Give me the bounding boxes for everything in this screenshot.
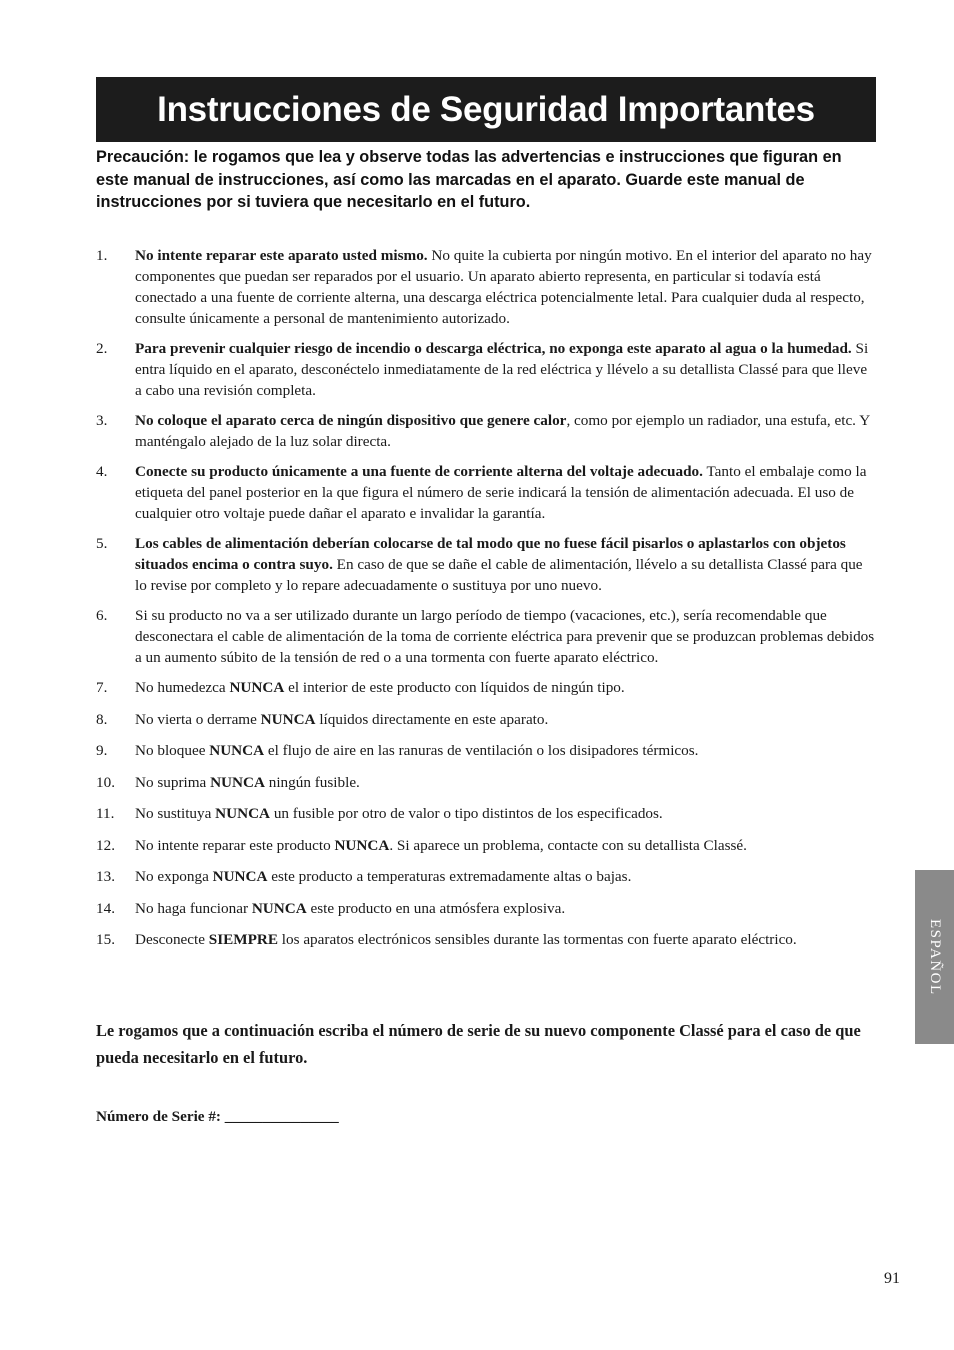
item-text: los aparatos electrónicos sensibles durante las tormentas con fuerte aparato eléctrico. [278,931,797,948]
item-number: 14. [96,899,115,917]
item-bold-text: NUNCA [212,868,268,885]
list-item [96,803,876,824]
item-number: 7. [96,679,108,696]
item-bold-text: NUNCA [215,805,271,822]
list-item [96,533,876,596]
item-text: No sustituya [135,805,216,822]
item-bold-text: SIEMPRE [208,931,278,948]
item-number: 8. [96,710,108,728]
item-number: 13. [96,868,115,885]
item-text: , como por ejemplo un radiador, una estufa, etc. Y manténgalo alejado de la luz solar directa. [135,412,870,450]
serial-number-field: Número de Serie #: _______________ [96,1108,339,1125]
list-item [96,835,876,856]
page-title: Instrucciones de Seguridad Importantes [157,89,815,129]
list-item [96,338,876,401]
item-text: el interior de este producto con líquidos de ningún tipo. [284,679,625,696]
item-number: 6. [96,607,108,624]
item-number: 2. [96,340,108,357]
item-bold-text: No intente reparar este aparato usted mismo. [135,247,428,264]
serial-request-paragraph: Le rogamos que a continuación escriba el número de serie de su nuevo componente Classé para el caso de que pueda necesitarlo en el futuro. [96,1021,861,1067]
page-number: 91 [884,1270,900,1287]
item-bold-text: Los cables de alimentación deberían colocarse de tal modo que no fuese fácil pisarlos o aplastarlos con objetos situados encima o contra suyo. [135,535,846,573]
item-text: No suprima [135,773,211,791]
language-tab [915,870,954,1044]
item-number: 11. [96,805,115,822]
item-bold-text: Conecte su producto únicamente a una fuente de corriente alterna del voltaje adecuado. [135,463,703,480]
item-text: este producto a temperaturas extremadamente altas o bajas. [267,868,632,885]
item-text: . Si aparece un problema, contacte con su detallista Classé. [389,836,747,854]
item-text: este producto en una atmósfera explosiva. [306,899,566,917]
item-bold-text: No coloque el aparato cerca de ningún dispositivo que genere calor [135,412,567,429]
item-text: No quite la cubierta por ningún motivo. En el interior del aparato no hay componentes que puedan ser reparados por el usuario. Un aparato abierto representa, en particular si todavía está conectado a una fuente de corriente alterna, una descarga eléctrica potencialmente letal. Para cualquier duda al respecto, consulte únicamente a personal de mantenimiento autorizado. [135,247,872,327]
list-item [96,245,876,329]
item-text: líquidos directamente en este aparato. [315,710,549,728]
item-number: 4. [96,463,108,480]
item-bold-text: NUNCA [260,710,316,728]
list-item [96,898,876,919]
item-number: 10. [96,773,115,791]
page-title-bar [96,77,876,142]
item-number: 5. [96,535,108,552]
item-text: el flujo de aire en las ranuras de ventilación o los disipadores térmicos. [264,742,699,759]
item-bold-text: NUNCA [334,836,390,854]
item-text: Tanto el embalaje como la etiqueta del panel posterior en la que figura el número de serie indicará la tensión de alimentación adecuada. El uso de cualquier otro voltaje puede dañar el aparato e invalidar la garantía. [135,463,867,522]
item-bold-text: NUNCA [229,679,285,696]
list-item [96,866,876,887]
item-number: 1. [96,247,108,264]
item-number: 3. [96,412,108,429]
language-tab-label: ESPAÑOL [927,918,943,996]
item-text: un fusible por otro de valor o tipo distintos de los especificados. [270,805,663,822]
safety-instructions-list [96,245,876,950]
item-bold-text: NUNCA [210,773,265,791]
item-bold-text: Para prevenir cualquier riesgo de incendio o descarga eléctrica, no exponga este aparato al agua o la humedad. [135,340,852,357]
list-item [96,410,876,452]
item-text: No exponga [135,868,213,885]
item-number: 12. [96,836,115,854]
item-text: ningún fusible. [264,773,360,791]
list-item [96,929,876,950]
list-item [96,709,876,730]
item-text: Si entra líquido en el aparato, desconéctelo inmediatamente de la red eléctrica y llévelo a su detallista Classé para que lleve a cabo una revisión completa. [135,340,869,399]
item-text: No intente reparar este producto [135,836,335,854]
item-bold-text: NUNCA [251,899,307,917]
item-text: No vierta o derrame [135,710,261,728]
list-item [96,605,876,668]
caution-paragraph: Precaución: le rogamos que lea y observe todas las advertencias e instrucciones que figuran en este manual de instrucciones, así como las marcadas en el aparato. Guarde este manual de instrucciones por si tuviera que necesitarlo en el futuro. [96,148,842,211]
list-item [96,677,876,698]
item-text: No haga funcionar [135,899,252,917]
item-text: Si su producto no va a ser utilizado durante un largo período de tiempo (vacaciones, etc.), sería recomendable que desconectara el cable de alimentación de la toma de corriente eléctrica para prevenir que se produzcan problemas debidos a un aumento súbito de la tensión de red o a una tormenta con fuerte aparato eléctrico. [135,607,875,666]
item-text: Desconecte [135,931,209,948]
list-item [96,772,876,793]
list-item [96,461,876,524]
item-text: No bloquee [135,742,210,759]
item-number: 9. [96,742,108,759]
item-bold-text: NUNCA [209,742,265,759]
list-item [96,740,876,761]
item-text: En caso de que se dañe el cable de alimentación, llévelo a su detallista Classé para que lo revise por completo y lo repare adecuadamente o sustituya por uno nuevo. [135,556,863,594]
item-text: No humedezca [135,679,230,696]
item-number: 15. [96,931,115,948]
